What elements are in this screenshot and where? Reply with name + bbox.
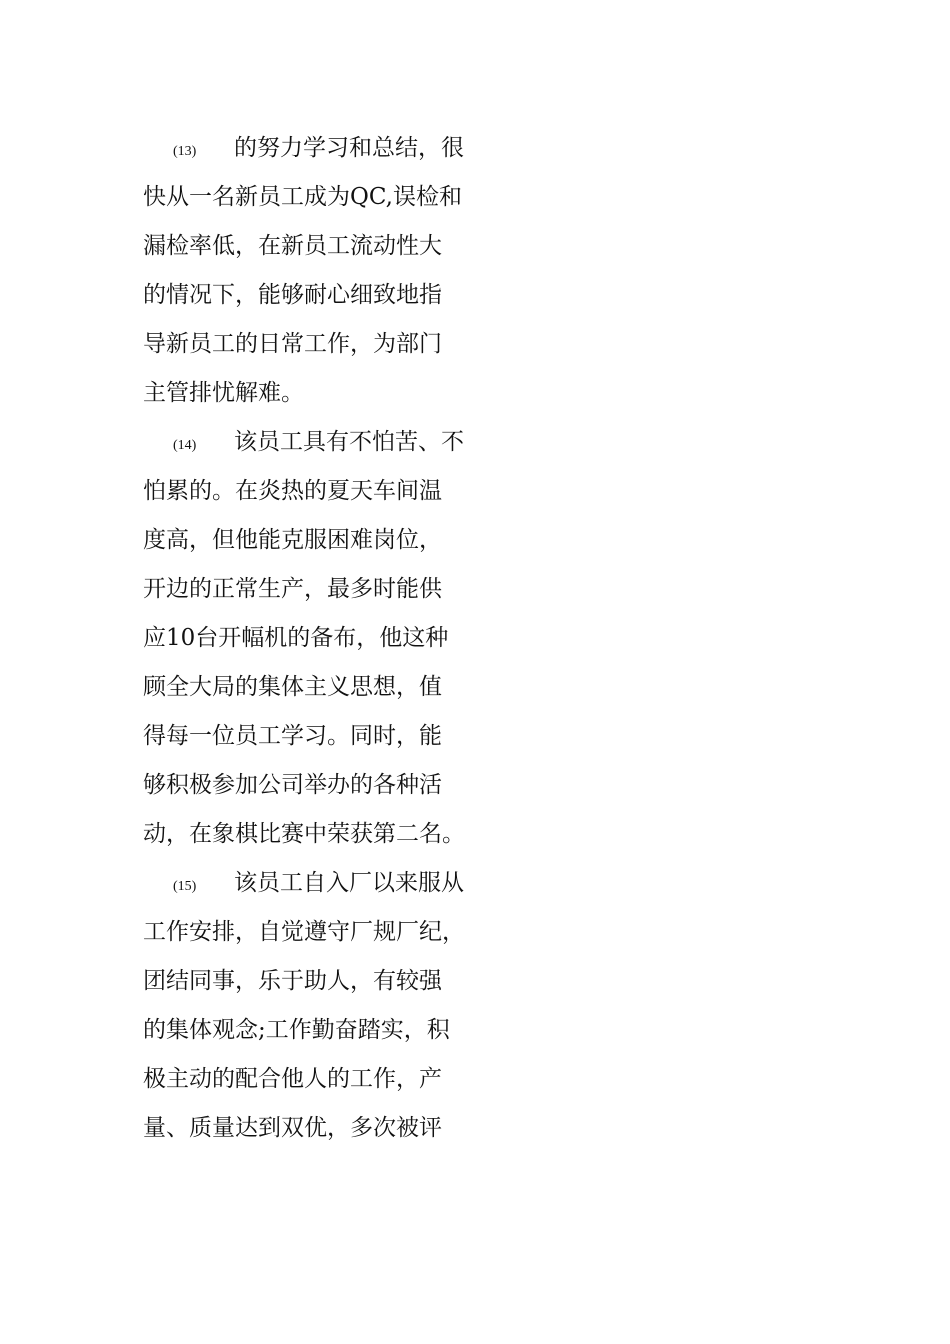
paragraph-number: (14): [173, 438, 197, 453]
paragraph-number: (15): [173, 879, 197, 894]
paragraph-number: (13): [173, 144, 197, 159]
text-line: 的努力学习和总结，很: [234, 135, 464, 161]
text-line: 怕累的。在炎热的夏天车间温: [143, 478, 442, 504]
document-body: [143, 124, 488, 1153]
paragraph-14: [143, 418, 488, 859]
text-line: 团结同事，乐于助人，有较强: [143, 968, 442, 994]
text-line: 极主动的配合他人的工作，产: [143, 1066, 442, 1092]
paragraph-15: [143, 859, 488, 1153]
text-line: 应10台开幅机的备布，他这种: [143, 625, 449, 651]
paragraph-13: [143, 124, 488, 418]
text-line: 该员工自入厂以来服从: [234, 870, 464, 896]
text-line: 动，在象棋比赛中荣获第二名。: [143, 821, 465, 847]
text-line: 够积极参加公司举办的各种活: [143, 772, 442, 798]
text-line: 漏检率低，在新员工流动性大: [143, 233, 442, 259]
text-line: 开边的正常生产，最多时能供: [143, 576, 442, 602]
text-line: 的情况下，能够耐心细致地指: [143, 282, 442, 308]
text-line: 工作安排，自觉遵守厂规厂纪，: [143, 919, 465, 945]
text-line: 主管排忧解难。: [143, 380, 304, 406]
text-line: 量、质量达到双优，多次被评: [143, 1115, 442, 1141]
text-line: 该员工具有不怕苦、不: [234, 429, 464, 455]
text-line: 顾全大局的集体主义思想，值: [143, 674, 442, 700]
text-line: 得每一位员工学习。同时，能: [143, 723, 442, 749]
text-line: 的集体观念;工作勤奋踏实，积: [143, 1017, 450, 1043]
text-line: 快从一名新员工成为QC,误检和: [143, 184, 462, 210]
text-line: 度高，但他能克服困难岗位，: [143, 527, 442, 553]
text-line: 导新员工的日常工作，为部门: [143, 331, 442, 357]
